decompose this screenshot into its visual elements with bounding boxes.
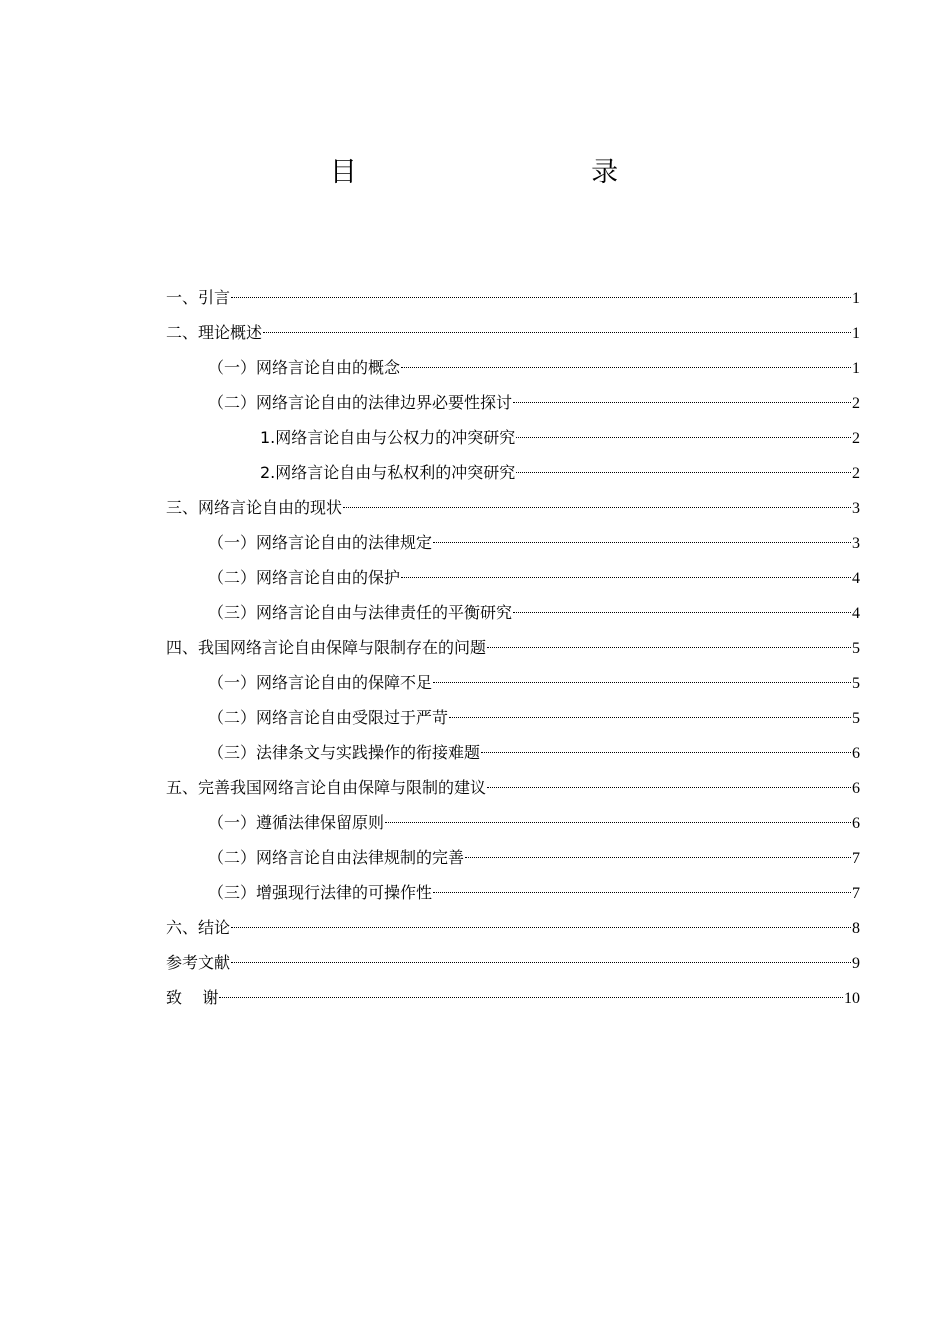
toc-dot-leader xyxy=(513,612,851,613)
toc-entry-label: （三）网络言论自由与法律责任的平衡研究 xyxy=(208,603,513,622)
toc-dot-leader xyxy=(231,927,851,928)
toc-entry-page-number: 1 xyxy=(852,360,860,377)
toc-dot-leader xyxy=(385,822,851,823)
toc-dot-leader xyxy=(481,752,851,753)
toc-entry-page-number: 5 xyxy=(852,640,860,657)
toc-entry-page-number: 6 xyxy=(852,815,860,832)
toc-entry-page-number: 4 xyxy=(852,570,860,587)
toc-dot-leader xyxy=(401,577,851,578)
toc-entry-label: 四、我国网络言论自由保障与限制存在的问题 xyxy=(166,638,487,657)
toc-entry-page-number: 1 xyxy=(852,325,860,342)
toc-entry-page-number: 7 xyxy=(852,885,860,902)
toc-entry[interactable] xyxy=(166,560,860,595)
toc-entry-page-number: 10 xyxy=(844,990,860,1007)
toc-entry[interactable] xyxy=(166,700,860,735)
toc-entry-page-number: 4 xyxy=(852,605,860,622)
toc-entry[interactable] xyxy=(166,910,860,945)
toc-entry-label: 1.网络言论自由与公权力的冲突研究 xyxy=(260,428,516,447)
toc-entry[interactable] xyxy=(166,385,860,420)
toc-entry-label: （二）网络言论自由受限过于严苛 xyxy=(208,708,449,727)
toc-entry-label: 二、理论概述 xyxy=(166,323,263,342)
toc-entry[interactable] xyxy=(166,980,860,1015)
toc-entry-label: （二）网络言论自由法律规制的完善 xyxy=(208,848,465,867)
toc-entry[interactable] xyxy=(166,945,860,980)
toc-entry-label: （一）网络言论自由的法律规定 xyxy=(208,533,433,552)
toc-entry[interactable] xyxy=(166,875,860,910)
toc-entry-label: （三）法律条文与实践操作的衔接难题 xyxy=(208,743,481,762)
toc-entry[interactable] xyxy=(166,420,860,455)
toc-dot-leader xyxy=(433,542,851,543)
toc-entry-page-number: 3 xyxy=(852,500,860,517)
toc-entry-label: （三）增强现行法律的可操作性 xyxy=(208,883,433,902)
toc-entry-label: （一）网络言论自由的保障不足 xyxy=(208,673,433,692)
toc-entry[interactable] xyxy=(166,280,860,315)
toc-entry-page-number: 3 xyxy=(852,535,860,552)
toc-dot-leader xyxy=(219,997,843,998)
toc-dot-leader xyxy=(516,472,851,473)
toc-dot-leader xyxy=(231,962,851,963)
toc-entry-label: （二）网络言论自由的法律边界必要性探讨 xyxy=(208,393,513,412)
toc-dot-leader xyxy=(449,717,851,718)
toc-entry[interactable] xyxy=(166,665,860,700)
toc-entry-label: 三、网络言论自由的现状 xyxy=(166,498,343,517)
toc-entry-label: 参考文献 xyxy=(166,953,231,972)
toc-entry-page-number: 1 xyxy=(852,290,860,307)
toc-entry-page-number: 5 xyxy=(852,675,860,692)
toc-entry[interactable] xyxy=(166,770,860,805)
toc-dot-leader xyxy=(263,332,851,333)
toc-entry-label: 六、结论 xyxy=(166,918,231,937)
toc-dot-leader xyxy=(343,507,851,508)
toc-dot-leader xyxy=(231,297,851,298)
toc-list xyxy=(166,280,860,1015)
toc-entry-label: （一）网络言论自由的概念 xyxy=(208,358,401,377)
toc-dot-leader xyxy=(401,367,851,368)
toc-entry-label: 2.网络言论自由与私权利的冲突研究 xyxy=(260,463,516,482)
toc-entry-label: 致 谢 xyxy=(166,988,219,1007)
toc-entry[interactable] xyxy=(166,630,860,665)
toc-entry[interactable] xyxy=(166,840,860,875)
toc-entry-label: 五、完善我国网络言论自由保障与限制的建议 xyxy=(166,778,487,797)
toc-entry[interactable] xyxy=(166,735,860,770)
toc-dot-leader xyxy=(513,402,851,403)
toc-entry[interactable] xyxy=(166,525,860,560)
toc-entry[interactable] xyxy=(166,805,860,840)
toc-entry-page-number: 8 xyxy=(852,920,860,937)
toc-entry[interactable] xyxy=(166,315,860,350)
toc-entry-label: 一、引言 xyxy=(166,288,231,307)
toc-entry-label: （二）网络言论自由的保护 xyxy=(208,568,401,587)
toc-entry-page-number: 9 xyxy=(852,955,860,972)
toc-entry-page-number: 7 xyxy=(852,850,860,867)
toc-dot-leader xyxy=(516,437,851,438)
toc-dot-leader xyxy=(487,647,851,648)
toc-entry-page-number: 6 xyxy=(852,780,860,797)
toc-entry-page-number: 2 xyxy=(852,465,860,482)
toc-entry-label: （一）遵循法律保留原则 xyxy=(208,813,385,832)
toc-dot-leader xyxy=(433,682,851,683)
toc-entry-page-number: 2 xyxy=(852,430,860,447)
toc-entry-page-number: 6 xyxy=(852,745,860,762)
toc-entry-page-number: 2 xyxy=(852,395,860,412)
toc-entry[interactable] xyxy=(166,595,860,630)
toc-dot-leader xyxy=(465,857,851,858)
toc-entry[interactable] xyxy=(166,455,860,490)
toc-dot-leader xyxy=(487,787,851,788)
toc-entry[interactable] xyxy=(166,350,860,385)
toc-dot-leader xyxy=(433,892,851,893)
toc-title: 目 录 xyxy=(329,157,659,188)
toc-entry[interactable] xyxy=(166,490,860,525)
toc-entry-page-number: 5 xyxy=(852,710,860,727)
